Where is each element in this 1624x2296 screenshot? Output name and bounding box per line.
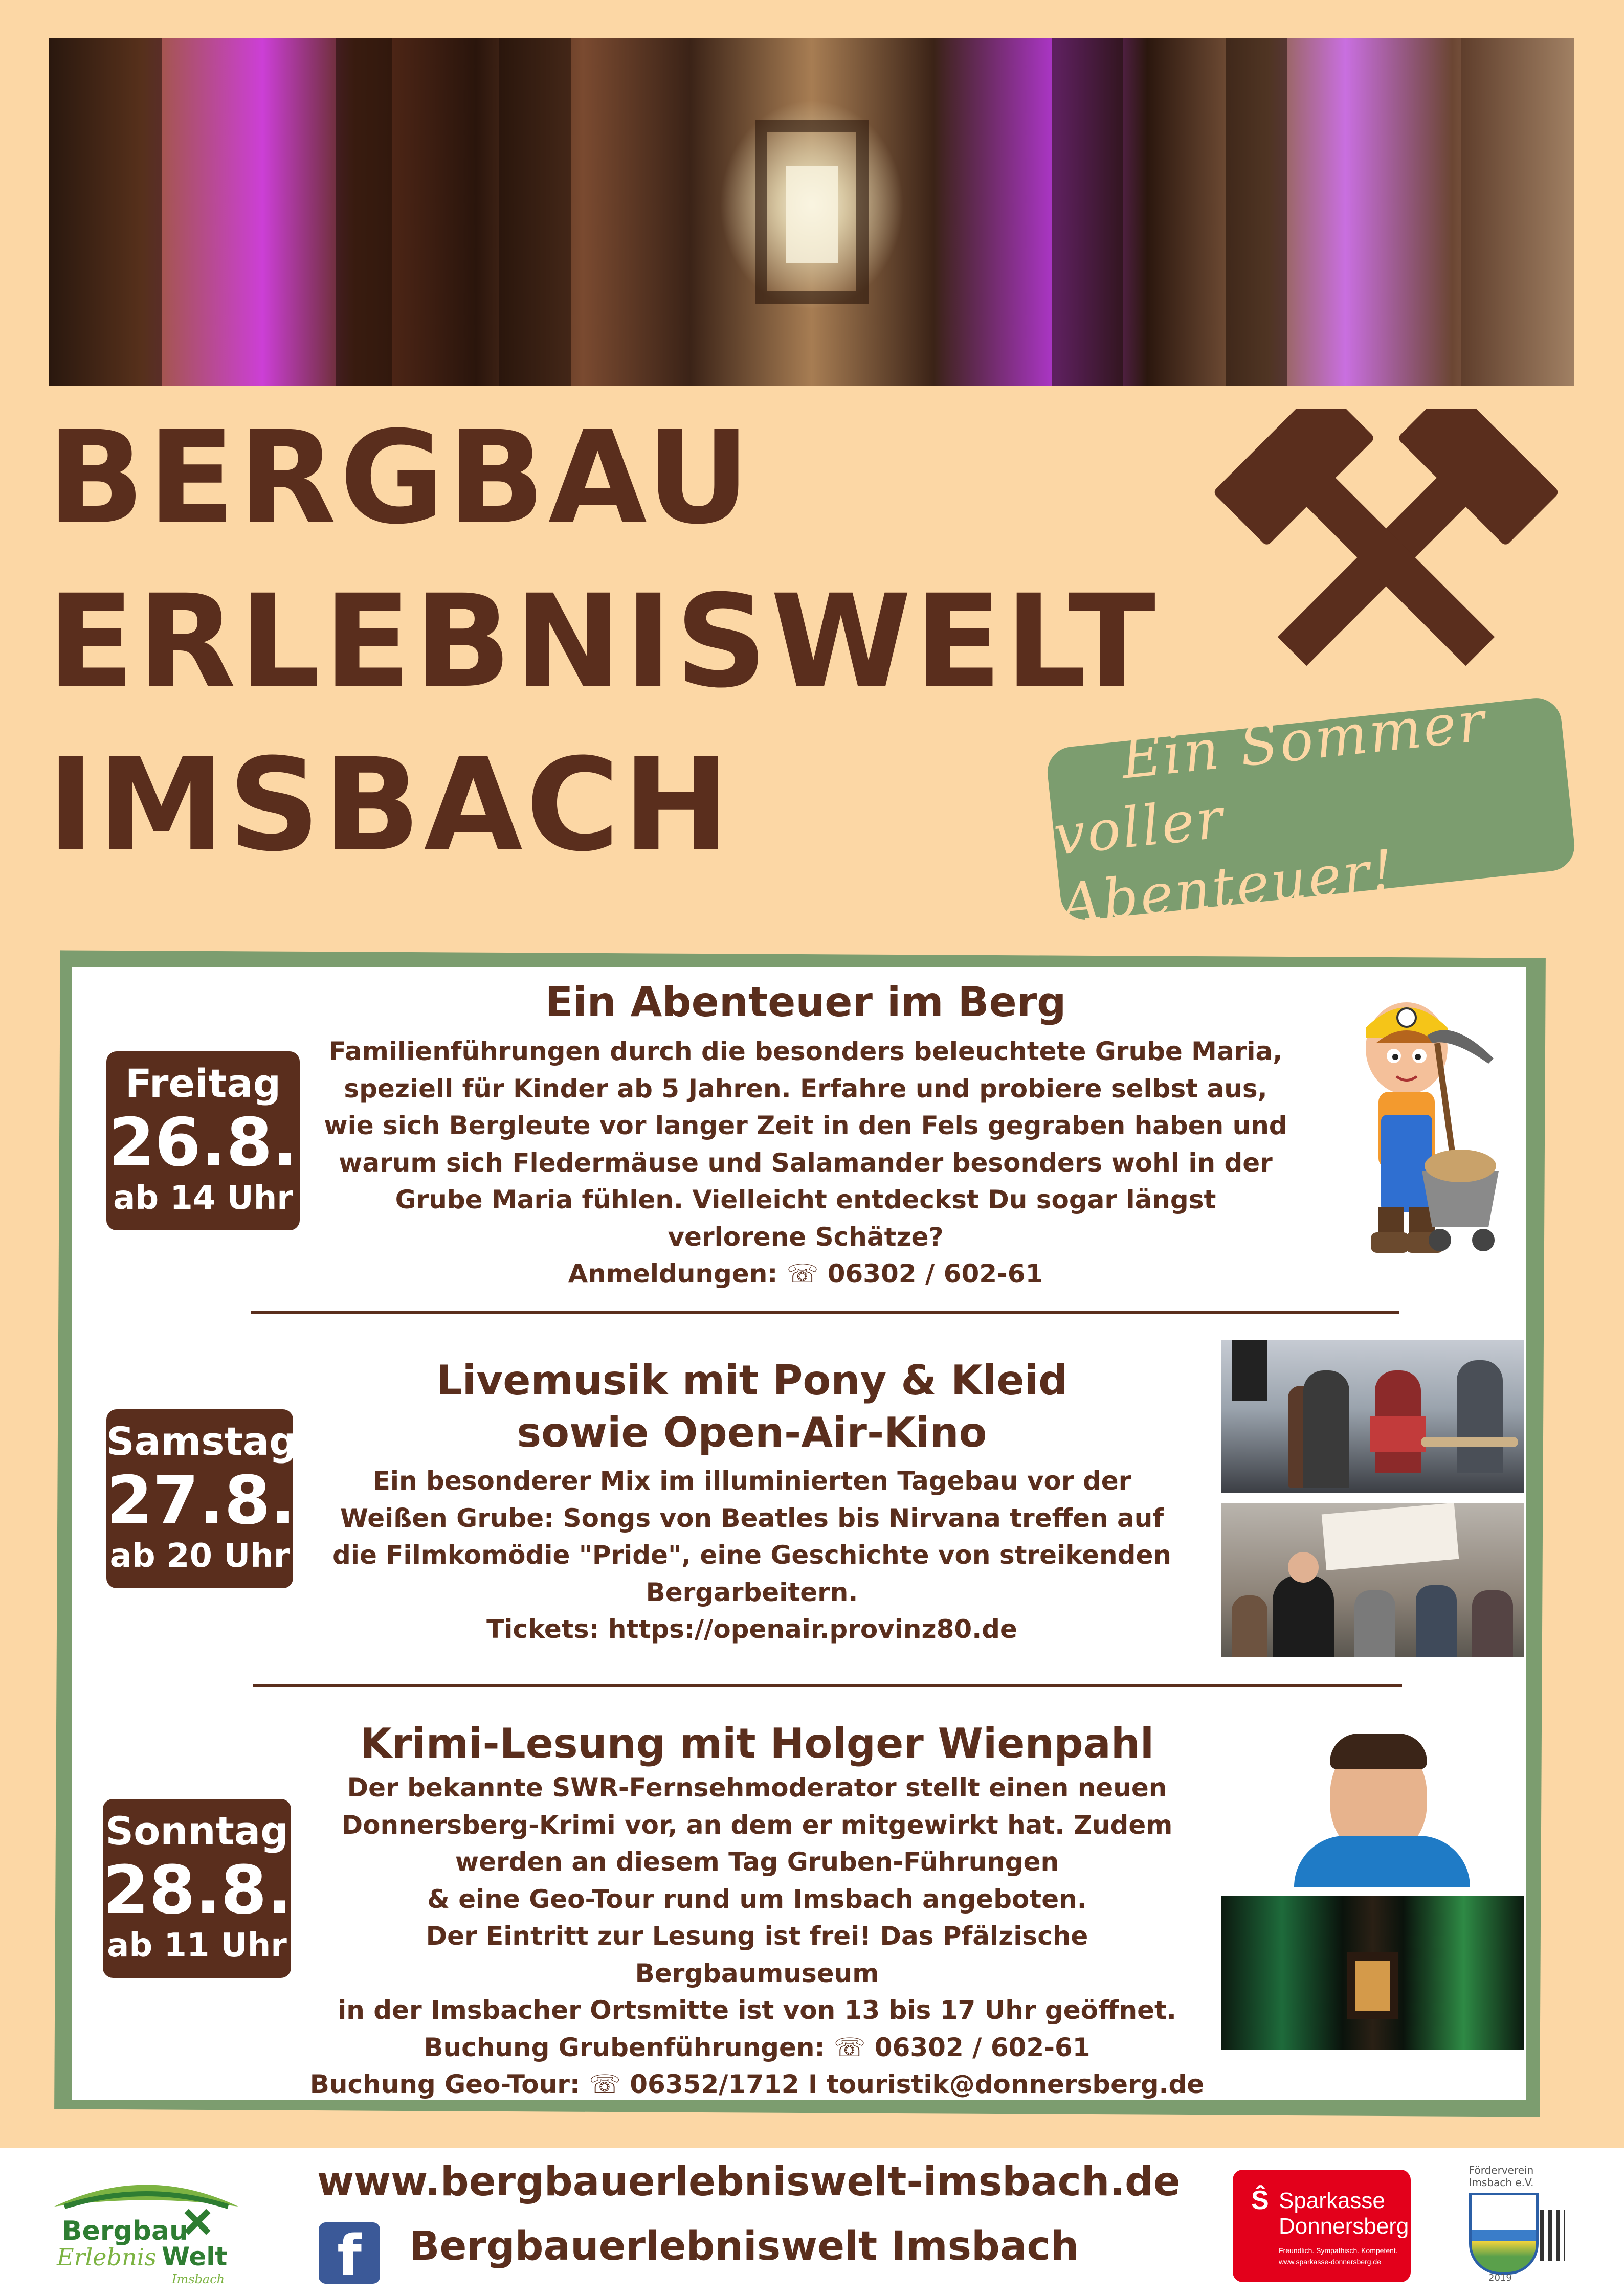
- tagline-badge: [1045, 689, 1577, 937]
- illuminated-mine-photo: [1221, 1896, 1524, 2050]
- sparkasse-slogan: Freundlich. Sympathisch. Kompetent.: [1279, 2246, 1398, 2255]
- event-1-title: Ein Abenteuer im Berg: [545, 978, 1066, 1026]
- miner-cartoon-illustration: [1330, 987, 1514, 1263]
- tagline-line-2: voller Abenteuer!: [1051, 786, 1399, 937]
- title-line-3: IMSBACH: [47, 731, 733, 880]
- date-badge-friday: [106, 1051, 300, 1230]
- sparkasse-logo: Ŝ Sparkasse Donnersberg Freundlich. Sympathisch. Kompetent. www.sparkasse-donnersberg.de: [1233, 2170, 1411, 2282]
- svg-text:Erlebnis: Erlebnis: [57, 2243, 157, 2271]
- event-2-date: 27.8.: [106, 1461, 296, 1539]
- divider-1: [251, 1311, 1399, 1314]
- event-2-description: Ein besonderer Mix im illuminierten Tagebau vor der Weißen Grube: Songs von Beatles bis Nirvana treffen auf die Filmkomödie "Pride", eine Geschichte von streikenden Bergarbeitern. Tickets: https://openair.provinz80.de: [332, 1466, 1171, 1644]
- bergbau-erlebniswelt-logo: [49, 2158, 243, 2286]
- sparkasse-name-line-1: Sparkasse: [1279, 2188, 1385, 2213]
- svg-text:Bergbau: Bergbau: [62, 2216, 189, 2246]
- event-3-description: Der bekannte SWR-Fernsehmoderator stellt einen neuen Donnersberg-Krimi vor, an dem er mitgewirkt hat. Zudem werden an diesem Tag Gruben-Führungen & eine Geo-Tour rund um Imsbach angeboten. Der Eintritt zur Lesung ist frei! Das Pfälzische Bergbaumuseum in der Imsbacher Ortsmitte ist von 13 bis 17 Uhr geöffnet. Buchung Grubenführungen: ☏ 06302 / 602-61 Buchung Geo-Tour: ☏ 06352/1712 I touristik@donnersberg.de: [309, 1773, 1205, 2099]
- verein-year: 2019: [1488, 2272, 1512, 2283]
- verein-name-line-1: Förderverein: [1469, 2164, 1534, 2176]
- tagline-line-1: Ein Sommer: [1118, 689, 1489, 792]
- event-1-day: Freitag: [125, 1061, 281, 1106]
- date-badge-sunday: [103, 1799, 291, 1978]
- title-line-1: BERGBAU: [47, 403, 753, 552]
- website-link[interactable]: www.bergbauerlebniswelt-imsbach.de: [317, 2159, 1181, 2205]
- event-2-title-line-1: Livemusik mit Pony & Kleid: [436, 1357, 1068, 1404]
- divider-2: [253, 1684, 1402, 1687]
- crossed-hammers-icon: [1192, 409, 1581, 695]
- event-1-description: Familienführungen durch die besonders beleuchtete Grube Maria, speziell für Kinder ab 5 Jahren. Erfahre und probiere selbst aus, wie sich Bergleute vor langer Zeit in den Fels gegraben haben und warum sich Fledermäuse und Salamander besonders wohl in der Grube Maria fühlen. Vielleicht entdeckst Du sogar längst verlorene Schätze? Anmeldungen: ☏ 06302 / 602-61: [324, 1037, 1287, 1289]
- date-badge-saturday: [106, 1409, 297, 1588]
- event-3-time: ab 11 Uhr: [107, 1927, 287, 1965]
- facebook-icon[interactable]: f: [319, 2222, 380, 2284]
- sparkasse-url: www.sparkasse-donnersberg.de: [1279, 2258, 1381, 2266]
- facebook-page-name[interactable]: Bergbauerlebniswelt Imsbach: [409, 2223, 1079, 2269]
- presenter-portrait-photo: [1294, 1734, 1470, 1887]
- event-2-time: ab 20 Uhr: [109, 1537, 290, 1575]
- event-1-time: ab 14 Uhr: [113, 1179, 293, 1217]
- foerderverein-logo: [1463, 2164, 1581, 2287]
- sparkasse-name-line-2: Donnersberg: [1279, 2214, 1409, 2239]
- svg-text:Imsbach: Imsbach: [172, 2272, 225, 2286]
- event-2-day: Samstag: [106, 1419, 297, 1464]
- title-line-2: ERLEBNISWELT: [47, 567, 1159, 716]
- event-3-title: Krimi-Lesung mit Holger Wienpahl: [360, 1720, 1154, 1767]
- verein-name-line-2: Imsbach e.V.: [1469, 2176, 1534, 2189]
- mine-tunnel-photo: [49, 38, 1574, 386]
- event-3-date: 28.8.: [103, 1851, 293, 1929]
- pride-film-photo: [1221, 1503, 1524, 1657]
- event-3-day: Sonntag: [105, 1808, 288, 1854]
- svg-text:Welt: Welt: [162, 2242, 228, 2271]
- event-1-date: 26.8.: [108, 1104, 298, 1181]
- event-2-title-line-2: sowie Open-Air-Kino: [517, 1409, 987, 1456]
- band-photo: [1221, 1340, 1524, 1493]
